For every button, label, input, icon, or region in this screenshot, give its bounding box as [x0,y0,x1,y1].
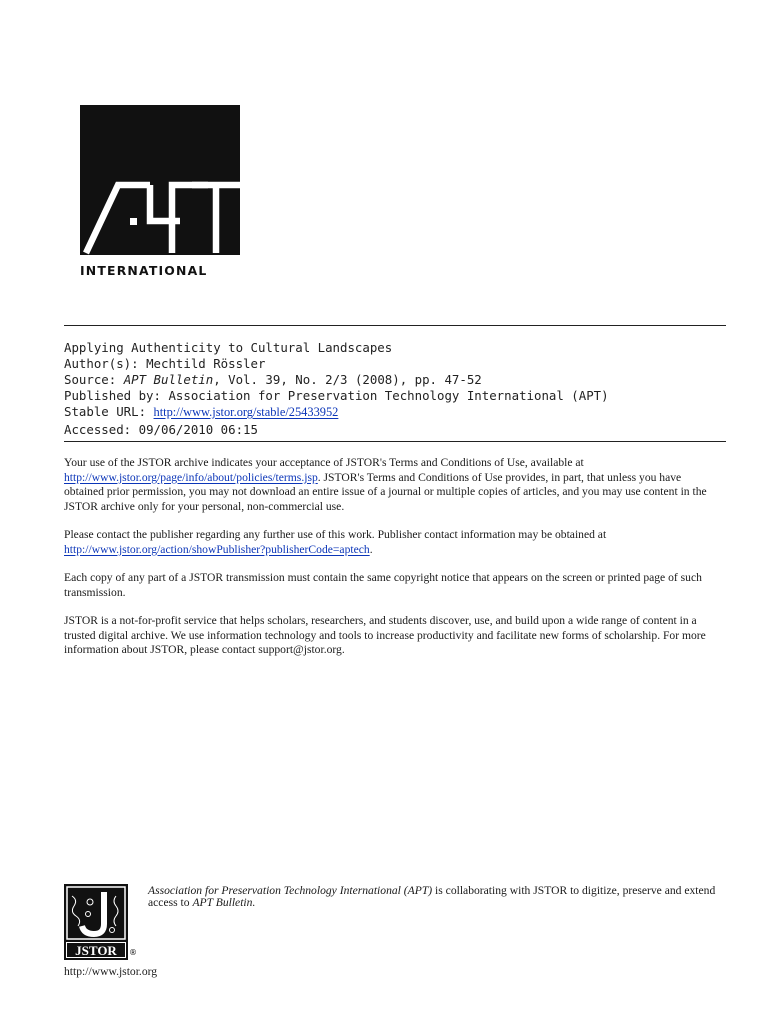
accessed-line: Accessed: 09/06/2010 06:15 [64,422,258,437]
terms-paragraph-1: Your use of the JSTOR archive indicates your acceptance of JSTOR's Terms and Conditions of Use, available at http://www.jstor.org/page/info/about/policies/terms.jsp. JSTOR's Terms and Conditions of Use provides, in part, that unless you have obtained prior permission, you may not download an entire issue of a journal or multiple copies of articles, and you may use content in the JSTOR archive only for your personal, non-commercial use. [64,456,707,513]
author-line: Author(s): Mechtild Rössler [64,356,266,371]
terms-of-use [64,456,724,658]
stable-url-line: Stable URL: http://www.jstor.org/stable/25433952 [64,404,339,419]
journal-name: APT Bulletin [123,372,214,387]
publisher-contact-link[interactable]: http://www.jstor.org/action/showPublisher?publisherCode=aptech [64,542,370,556]
logo-wordmark: INTERNATIONAL [80,263,208,278]
apt-international-logo [80,105,242,278]
publisher-line: Published by: Association for Preservation Technology International (APT) [64,388,609,403]
terms-link[interactable]: http://www.jstor.org/page/info/about/policies/terms.jsp [64,470,318,484]
terms-paragraph-4: JSTOR is a not-for-profit service that helps scholars, researchers, and students discover, use, and build upon a wide range of content in a trusted digital archive. We use information technology and tools to increase productivity and facilitate new forms of scholarship. For more information about JSTOR, please contact support@jstor.org. [64,614,706,656]
registered-mark: ® [129,948,137,957]
collab-journal: APT Bulletin. [192,896,256,909]
jstor-url: http://www.jstor.org [64,965,158,978]
source-line: Source: APT Bulletin, Vol. 39, No. 2/3 (2008), pp. 47-52 [64,372,482,387]
seal-text: JSTOR [75,943,117,958]
divider-top [64,325,726,326]
accessed-date: 09/06/2010 06:15 [138,422,258,437]
author-name: Mechtild Rössler [146,356,266,371]
terms-paragraph-3: Each copy of any part of a JSTOR transmission must contain the same copyright notice that appears on the screen or printed page of such transmission. [64,571,702,599]
collab-org: Association for Preservation Technology International (APT) [148,884,433,897]
jstor-seal-logo [64,884,128,960]
article-title: Applying Authenticity to Cultural Landscapes [64,340,393,355]
divider-bottom [64,441,726,442]
publisher-name: Association for Preservation Technology International (APT) [168,388,609,403]
citation-block [64,340,726,438]
collaboration-note: Association for Preservation Technology International (APT) is collaborating with JSTOR to digitize, preserve and extend access to APT Bulletin. [148,884,716,909]
jstor-seal-art [64,884,128,960]
stable-url-link[interactable]: http://www.jstor.org/stable/25433952 [153,405,339,419]
apt-logo-dot [130,218,137,225]
apt-logo-glyphs [80,105,240,255]
terms-paragraph-2: Please contact the publisher regarding any further use of this work. Publisher contact information may be obtained at http://www.jstor.org/action/showPublisher?publisherCode=aptech. [64,528,607,556]
apt-logo-mark [80,105,240,255]
